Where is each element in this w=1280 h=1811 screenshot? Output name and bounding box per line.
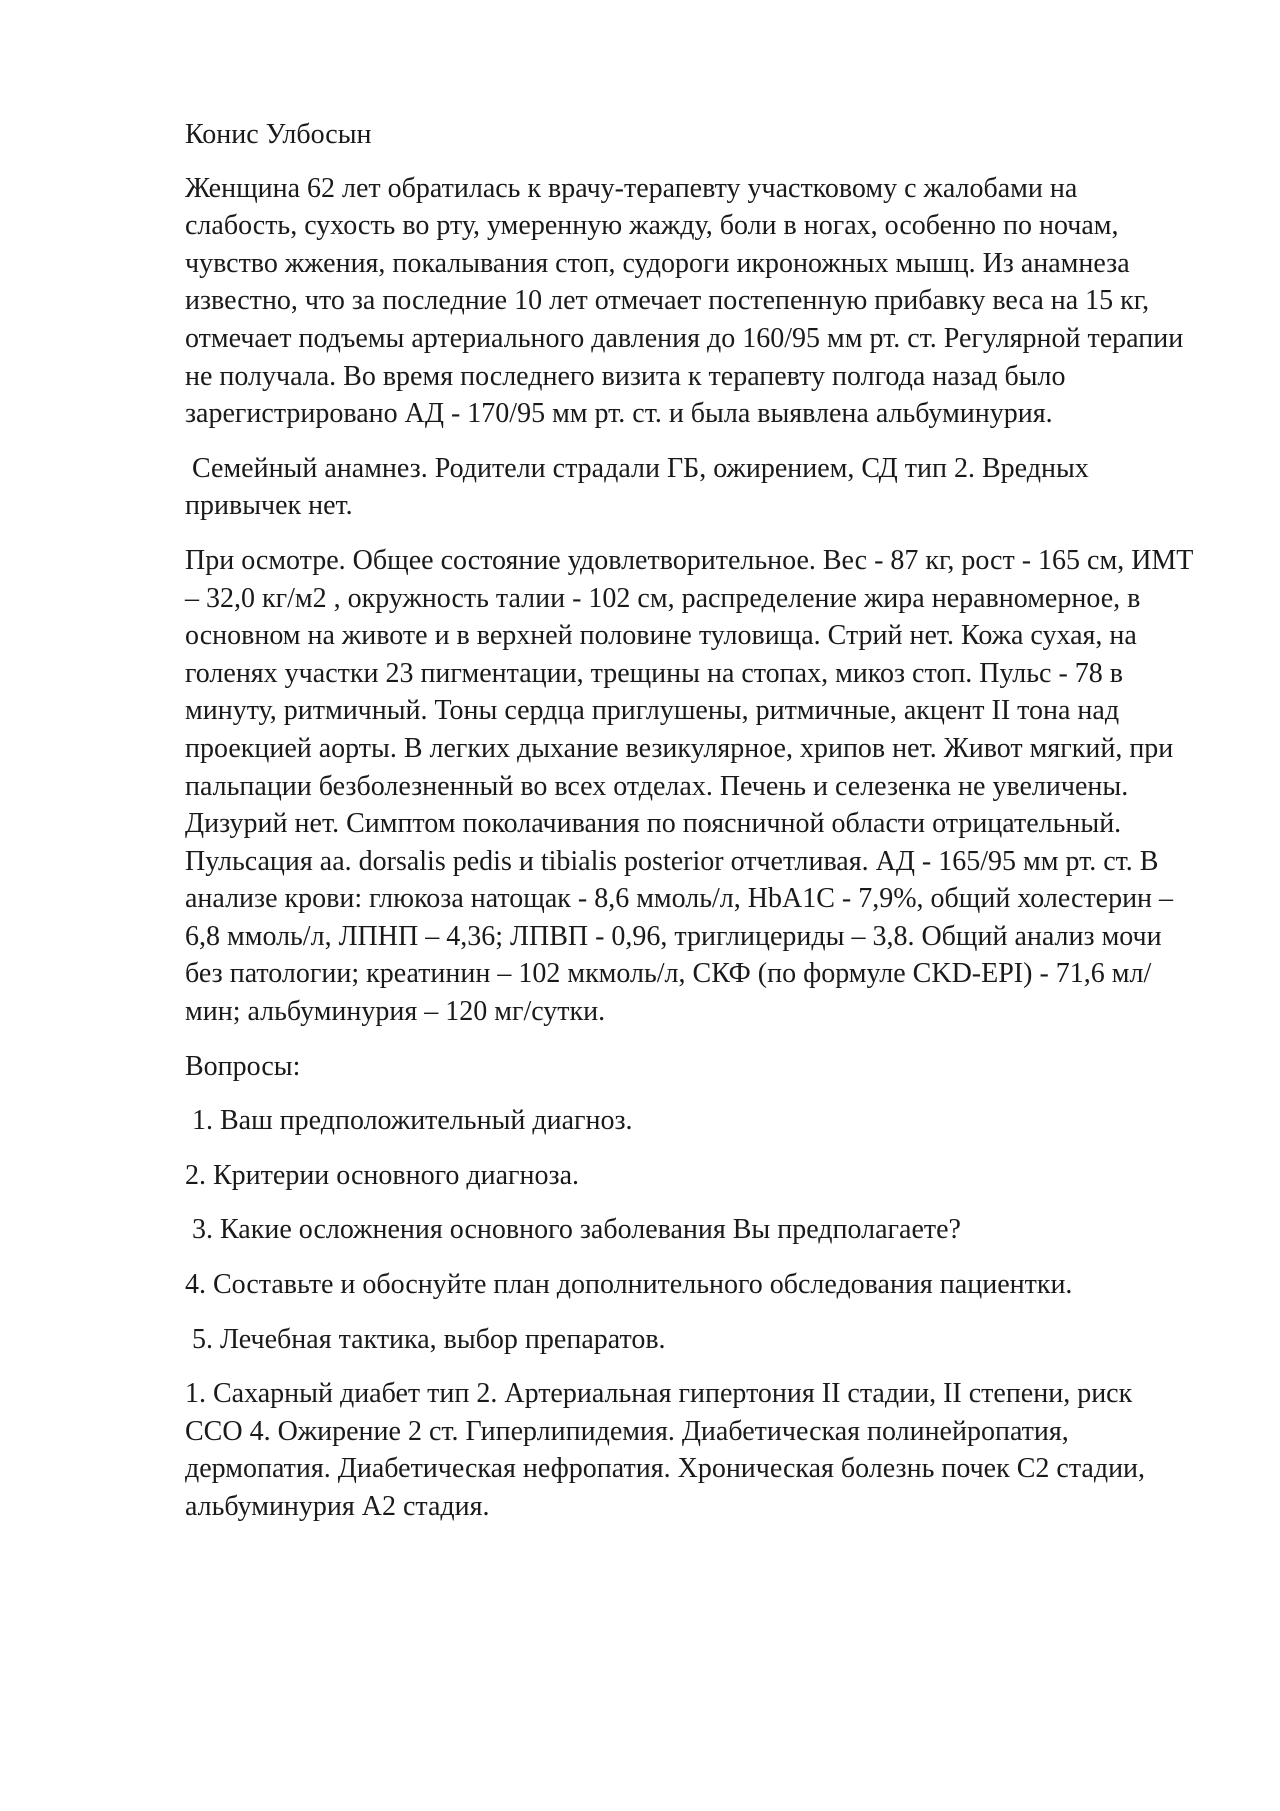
examination-findings: При осмотре. Общее состояние удовлетворительное. Вес - 87 кг, рост - 165 см, ИМТ – 32,0 кг/м2 , окружность талии - 102 см, распределение жира неравномерное, в основном на животе и в верхней половине туловища. Стрий нет. Кожа сухая, на голенях участки 23 пигментации, трещины на стопах, микоз стоп. Пульс - 78 в минуту, ритмичный. Тоны сердца приглушены, ритмичные, акцент II тона над проекцией аорты. В легких дыхание везикулярное, хрипов нет. Живот мягкий, при пальпации безболезненный во всех отделах. Печень и селезенка не увеличены. Дизурий нет. Симптом поколачивания по поясничной области отрицательный. Пульсация aa. dorsalis pedis и tibialis posterior отчетливая. АД - 165/95 мм рт. ст. В анализе крови: глюкоза натощак - 8,6 ммоль/л, HbA1C - 7,9%, общий холестерин – 6,8 ммоль/л, ЛПНП – 4,36; ЛПВП - 0,96, триглицериды – 3,8. Общий анализ мочи без патологии; креатинин – 102 мкмоль/л, СКФ (по формуле CKD-EPI) - 71,6 мл/мин; альбуминурия – 120 мг/сутки. bbox=[185, 544, 1201, 1028]
answer-1: 1. Сахарный диабет тип 2. Артериальная гипертония II стадии, II степени, риск ССО 4. Ожирение 2 ст. Гиперлипидемия. Диабетическая полинейропатия, дермопатия. Диабетическая нефропатия. Хроническая болезнь почек С2 стадии, альбуминурия А2 стадия. bbox=[185, 1378, 1153, 1522]
question-3: 3. Какие осложнения основного заболевания Вы предполагаете? bbox=[185, 1214, 961, 1246]
family-history: Семейный анамнез. Родители страдали ГБ, ожирением, СД тип 2. Вредных привычек нет. bbox=[185, 452, 1096, 522]
author-name: Конис Улбосын bbox=[185, 119, 372, 150]
question-5: 5. Лечебная тактика, выбор препаратов. bbox=[185, 1323, 666, 1355]
question-4: 4. Составьте и обоснуйте план дополнительного обследования пациентки. bbox=[185, 1269, 1073, 1301]
question-1: 1. Ваш предположительный диагноз. bbox=[185, 1105, 633, 1137]
questions-heading: Вопросы: bbox=[185, 1050, 301, 1082]
question-2: 2. Критерии основного диагноза. bbox=[185, 1159, 580, 1191]
document-page bbox=[185, 116, 1201, 1543]
case-description: Женщина 62 лет обратилась к врачу-терапевту участковому с жалобами на слабость, сухость во рту, умеренную жажду, боли в ногах, особенно по ночам, чувство жжения, покалывания стоп, судороги икроножных мышц. Из анамнеза известно, что за последние 10 лет отмечает постепенную прибавку веса на 15 кг, отмечает подъемы артериального давления до 160/95 мм рт. ст. Регулярной терапии не получала. Во время последнего визита к терапевту полгода назад было зарегистрировано АД - 170/95 мм рт. ст. и была выявлена альбуминурия. bbox=[185, 172, 1191, 430]
